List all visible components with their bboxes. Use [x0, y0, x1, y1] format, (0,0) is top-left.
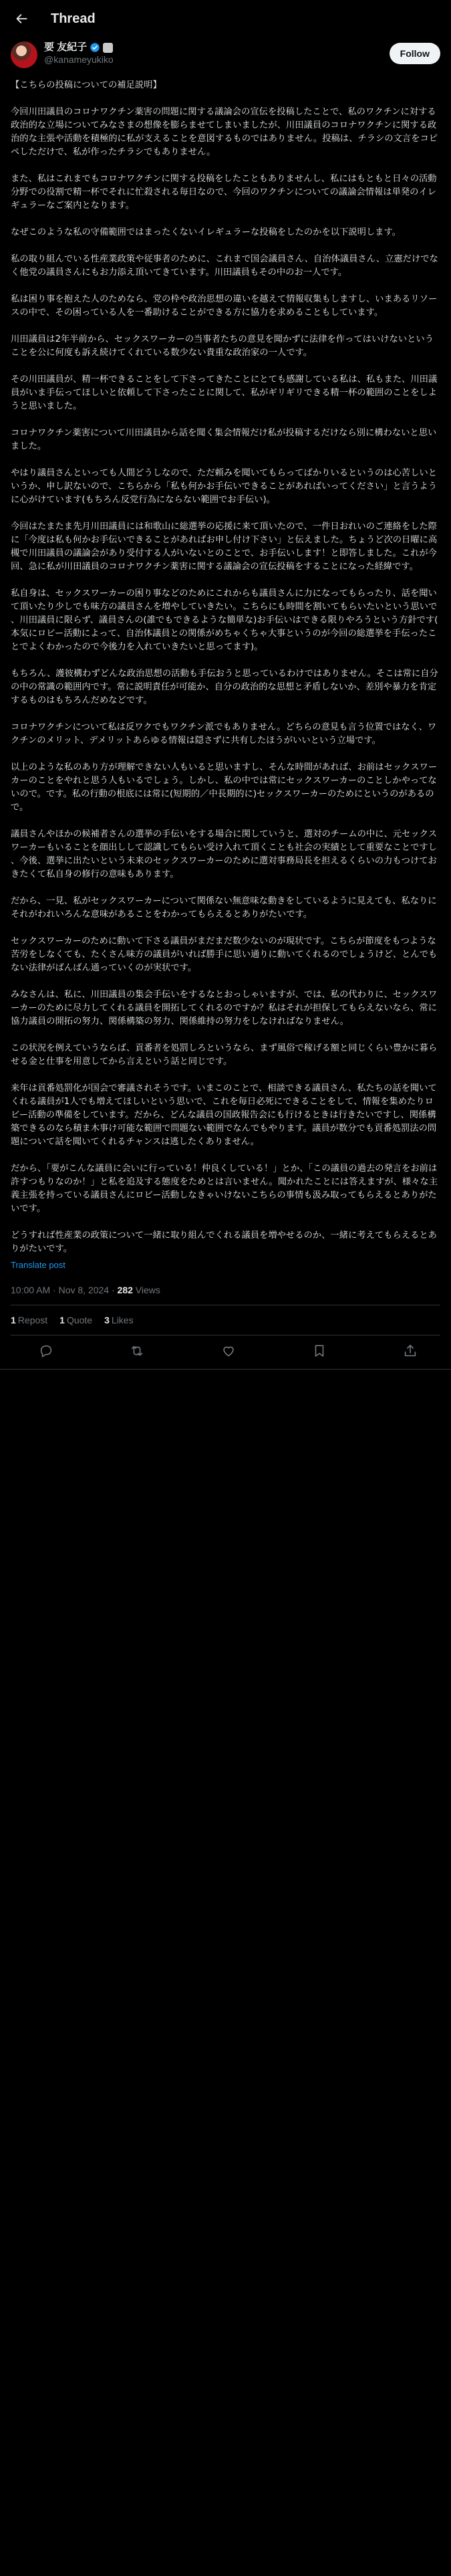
engagement-stats [0, 1305, 451, 1335]
bookmark-icon[interactable] [312, 1344, 327, 1358]
translate-post-link[interactable]: Translate post [11, 1260, 65, 1270]
verified-badge-icon [90, 42, 100, 53]
likes-count: 3 [104, 1315, 110, 1325]
post-paragraph: その川田議員が、精一杯できることをして下さってきたことにとても感謝している私は、私もまた、川田議員がいま手伝ってほしいと依頼して下さったことに関して、私がギリギリできる精一杯の範囲のことをしようと思いました。 [11, 374, 438, 411]
author-name-row [44, 41, 114, 53]
author-handle[interactable]: @kanameyukiko [44, 54, 114, 65]
reposts-count: 1 [11, 1315, 16, 1325]
post-paragraph: 議員さんやほかの候補者さんの選挙の手伝いをする場合に関していうと、選対のチームの中に、元セックスワーカーもいることを顔出しして認識してもらい受け入れて頂くことも社会の実績として重要なことですし、今後、選挙に出たいという未来のセックスワーカーのために選対事務局長を担えるくらいの力もつけておきたくて私自身の修行の意味もあります。 [11, 829, 438, 879]
reply-icon[interactable] [39, 1344, 53, 1358]
post-paragraph: 私の取り組んでいる性産業政策や従事者のために、これまで国会議員さん、自治体議員さん、立憲だけでなく他党の議員さんにもお力添え頂いてきています。川田議員もその中のお一人です。 [11, 254, 438, 278]
post-paragraph: 私自身は、セックスワーカーの困り事などのためにこれからも議員さんに力になってもらったり、話を聞いて頂いたり少しでも味方の議員さんを増やしていきたい。こちらにも時間を割いてもらいたいという思いで、川田議員に限らず、議員さんの(誰でもできるような簡単な)お手伝いはできる限りやろうという方針です(本気にロビー活動によって、自治体議員との関係がめちゃくちゃ大事というのが今回の総選挙を手伝ったことでよくわかったので今後力を入れていきたいと思ってます)。 [11, 588, 438, 652]
author-name[interactable]: 要 友紀子 [44, 41, 88, 53]
heart-icon[interactable] [221, 1344, 236, 1358]
author-row [0, 37, 451, 70]
post-paragraph: コロナワクチン薬害について川田議員から話を聞く集会情報だけ私が投稿するだけなら別に構わないと思いました。 [11, 428, 437, 451]
post-paragraph: 今回はたまたま先月川田議員には和歌山に総選挙の応援に来て頂いたので、一件日おれいのご連絡をした際に「今度は私も何かお手伝いできることがあればお申し付け下さい」と伝えました。ちょうど次の日曜に高槻で川田議員の議論会があり受付する人がいないとのことで、お手伝いします！と即答しました。これが今回、急に私が川田議員のコロナワクチン薬害に関する議論会の宣伝投稿をすることになった経緯です。 [11, 522, 438, 572]
post-paragraph: みなさんは、私に、川田議員の集会手伝いをするなとおっしゃいますが、では、私の代わりに、セックスワーカーのために尽力してくれる議員を開拓してくれるのですか？私はそれが担保してもらえないなら、常に協力議員の開拓の努力、関係構築の努力、関係維持の努力をしなければなりません。 [11, 990, 438, 1027]
affiliate-badge-icon [103, 43, 113, 53]
views-label: Views [132, 1285, 160, 1295]
reposts-stat[interactable] [11, 1315, 47, 1325]
post-paragraph: 私は困り事を抱えた人のためなら、党の枠や政治思想の違いを越えて情報収集もしますし、いまあるリソースの中で、その困っている人を一番助けることができる方に協力を求めることもしています。 [11, 294, 438, 318]
post-timestamp[interactable]: 10:00 AM · Nov 8, 2024 · [11, 1285, 118, 1295]
share-icon[interactable] [403, 1344, 418, 1358]
thread-header [0, 0, 451, 37]
post-paragraph: どうすれば性産業の政策について一緒に取り組んでくれる議員を増やせるのか、一緒に考えてもらえるとありがたいです。 [11, 1230, 437, 1254]
follow-button[interactable]: Follow [390, 43, 440, 64]
post-paragraph: コロナワクチンについて私は反ワクでもワクチン派でもありません。どちらの意見も言う位置ではなく、ワクチンのメリット、デメリットあらゆる情報は隠さずに共有したほうがいいという立場です。 [11, 722, 437, 746]
views-count: 282 [117, 1285, 133, 1295]
post-paragraph: なぜこのような私の守備範囲ではまったくないイレギュラーな投稿をしたのかを以下説明します。 [11, 227, 401, 237]
post-body [0, 70, 451, 1256]
post-paragraph: 来年は貢番処罰化が国会で審議されそうです。いまこのことで、相談できる議員さん、私たちの話を聞いてくれる議員が1人でも増えてほしいという思いで、これを毎日必死にできることをして、情報を集めたりロビー活動の準備をしています。だから、どんな議員の国政報告会にも行けるときは行きたいですし、関係構築できるのなら積ま木事け可能な範囲で問題ない範囲でなんでもやります。議員が数分でも貢番処罰法の問題について話を聞いてくれるチャンスは逃したくありません。 [11, 1083, 437, 1147]
likes-stat[interactable] [104, 1315, 133, 1325]
post-paragraph: この状況を例えていうならば、貢番者を処罰しろというなら、まず風俗で稼げる額と同じくらい豊かに暮らせる金と仕事を用意してから言えという話と同じです。 [11, 1043, 438, 1067]
arrow-left-icon[interactable] [11, 7, 33, 30]
post-paragraph: 川田議員は2年半前から、セックスワーカーの当事者たちの意見を聞かずに法律を作ってはいけないということを公に何度も訴え続けてくれている数少ない貴重な政治家の一人です。 [11, 334, 434, 358]
author-info [44, 41, 114, 66]
quotes-count: 1 [59, 1315, 65, 1325]
divider [0, 1369, 451, 1370]
repost-icon[interactable] [130, 1344, 144, 1358]
avatar[interactable] [11, 41, 37, 68]
post-paragraph: また、私はこれまでもコロナワクチンに関する投稿をしたこともありませんし、私にはもともと日々の活動分野での役割で精一杯でそれに忙殺される毎日なので、今回のワクチンについての議論会情報は単発のイレギュラーなご案内となります。 [11, 174, 437, 211]
post-paragraph: 【こちらの投稿についての補足説明】 [11, 80, 162, 90]
post-paragraph: だから、「要がこんな議員に会いに行っている！仲良くしている！」とか、「この議員の過去の発言をお前は許すつもりなのか！」と私を追及する態度をためとは言いません。聞かれたことには答えますが、様々な主義主張を持っている議員さんにロビー活動しなきゃいけないこちらの事情も汲み取ってもらえるとありがたいです。 [11, 1164, 438, 1214]
post-paragraph: セックスワーカーのために動いて下さる議員がまだまだ数少ないのが現状です。こちらが節度をもつような苦労をしなくても、たくさん味方の議員がいれば勝手に思い通りに動いてくれるのでしょうけど、とんでもない法律がばんばん通っていくのが実状です。 [11, 936, 438, 973]
post-meta [0, 1270, 451, 1305]
post-paragraph: 以上のような私のあり方が理解できない人もいると思いますし、そんな時間があれば、お前はセックスワーカーのことをやれと思う人もいるでしょう。しかし、私の中では常にセックスワーカーのことしかやってないので。です。私の行動の根底には常に(短期的／中長期的に)セックスワーカーのためにというのがあるので。 [11, 762, 438, 813]
post-paragraph: だから、一見、私がセックスワーカーについて関係ない無意味な動きをしているように見えても、私なりにそれがわれいろんな意味があることをわかってもらえるとありがたいです。 [11, 896, 437, 920]
quotes-label: Quote [66, 1315, 93, 1325]
post-paragraph: やはり議員さんといっても人間どうしなので、ただ頼みを聞いてもらってばかりいるというのは心苦しいというか、申し訳ないので、こちらから「私も何かお手伝いできることがあればいってください」と言うように心がけています(もちろん反党行為にならない範囲でお手伝い)。 [11, 468, 437, 505]
quotes-stat[interactable] [59, 1315, 92, 1325]
post-paragraph: 今回川田議員のコロナワクチン薬害の問題に関する議論会の宣伝を投稿したことで、私のワクチンに対する政治的な立場についてみなさまの想像を膨らませてしまいましたが、川田議員のコロナワクチンに関する政治的な主張や活動を積極的に私が支えることを意図するものではありません。投稿は、チラシの文言をコピペしただけで、私が作ったチラシでもありません。 [11, 107, 438, 157]
post-paragraph: もちろん、護彼構わずどんな政治思想の活動も手伝おうと思っているわけではありません。そこは常に自分の中の常識の範囲内です。常に説明責任が可能か、自分の政治的な思想と矛盾しないか、差別や暴力を肯定するものはもちろんだめなどです。 [11, 669, 438, 706]
reposts-label: Repost [17, 1315, 48, 1325]
likes-label: Likes [111, 1315, 134, 1325]
page-title: Thread [51, 11, 96, 26]
post-actions [0, 1335, 451, 1366]
